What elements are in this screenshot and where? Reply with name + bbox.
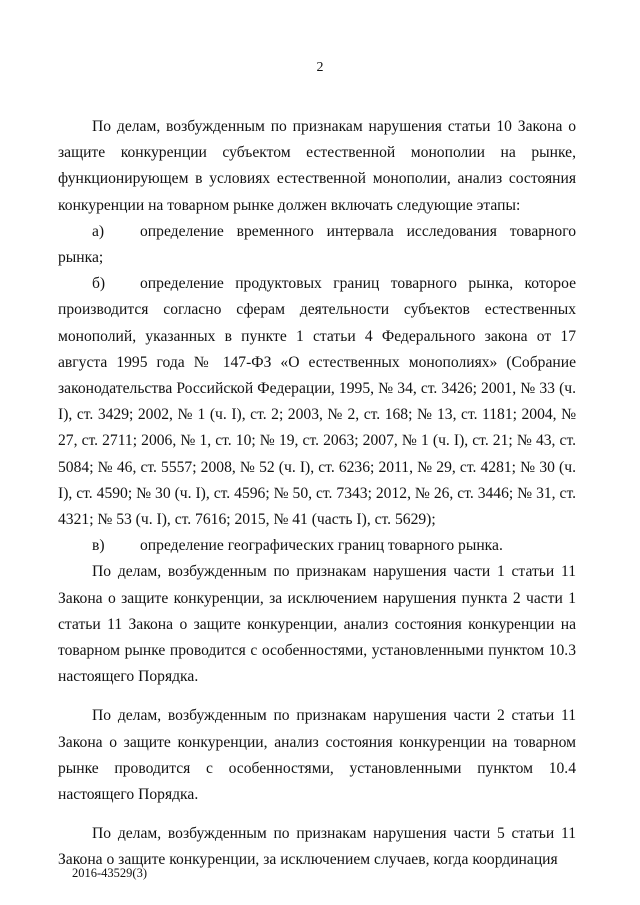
list-text-a: определение временного интервала исследования товарного рынка; — [58, 222, 576, 267]
document-code: 2016-43529(3) — [72, 866, 147, 880]
list-item-a — [58, 219, 576, 271]
paragraph-article-11-part-2: По делам, возбужденным по признакам нарушения части 2 статьи 11 Закона о защите конкуренции, анализ состояния конкуренции на товарном рынке проводится с особенностями, установленными пунктом 10.4 настоящего Порядка. — [58, 707, 576, 804]
list-text-b: определение продуктовых границ товарного рынка, которое производится согласно сферам деятельности субъектов естественных монополий, указанных в пункте 1 статьи 4 Федерального закона от 17 августа 1995 года № 147-ФЗ «О естественных монополиях» (Собрание законодательства Российской Федерации, 1995, № 34, ст. 3426; 2001, № 33 (ч. I), ст. 3429; 2002, № 1 (ч. I), ст. 2; 2003, № 2, ст. 168; № 13, ст. 1181; 2004, № 27, ст. 2711; 2006, № 1, ст. 10; № 19, ст. 2063; 2007, № 1 (ч. I), ст. 21; № 43, ст. 5084; № 46, ст. 5557; 2008, № 52 (ч. I), ст. 6236; 2011, № 29, ст. 4281; № 30 (ч. I), ст. 4590; № 30 (ч. I), ст. 4596; № 50, ст. 7343; 2012, № 26, ст. 3446; № 31, ст. 4321; № 53 (ч. I), ст. 7616; 2015, № 41 (часть I), ст. 5629); — [58, 275, 576, 529]
paragraph-article-11-part-1: По делам, возбужденным по признакам нарушения части 1 статьи 11 Закона о защите конкуренции, за исключением нарушения пункта 2 части 1 статьи 11 Закона о защите конкуренции, анализ состояния конкуренции на товарном рынке проводится с особенностями, установленными пунктом 10.3 настоящего Порядка. — [58, 563, 576, 686]
list-marker-b: б) — [92, 275, 106, 293]
list-text-v: определение географических границ товарного рынка. — [140, 537, 503, 555]
list-item-b — [58, 271, 576, 533]
list-marker-v: в) — [92, 537, 105, 555]
paragraph-article-11-part-5: По делам, возбужденным по признакам нарушения части 5 статьи 11 Закона о защите конкуренции, за исключением случаев, когда координация — [58, 825, 576, 869]
page-number: 2 — [316, 60, 324, 75]
list-item-v — [58, 533, 576, 559]
list-marker-a: а) — [92, 222, 105, 240]
paragraph-article-10: По делам, возбужденным по признакам нарушения статьи 10 Закона о защите конкуренции субъектом естественной монополии на рынке, функционирующем в условиях естественной монополии, анализ состояния конкуренции на товарном рынке должен включать следующие этапы: — [58, 118, 576, 214]
body-text — [58, 114, 576, 874]
